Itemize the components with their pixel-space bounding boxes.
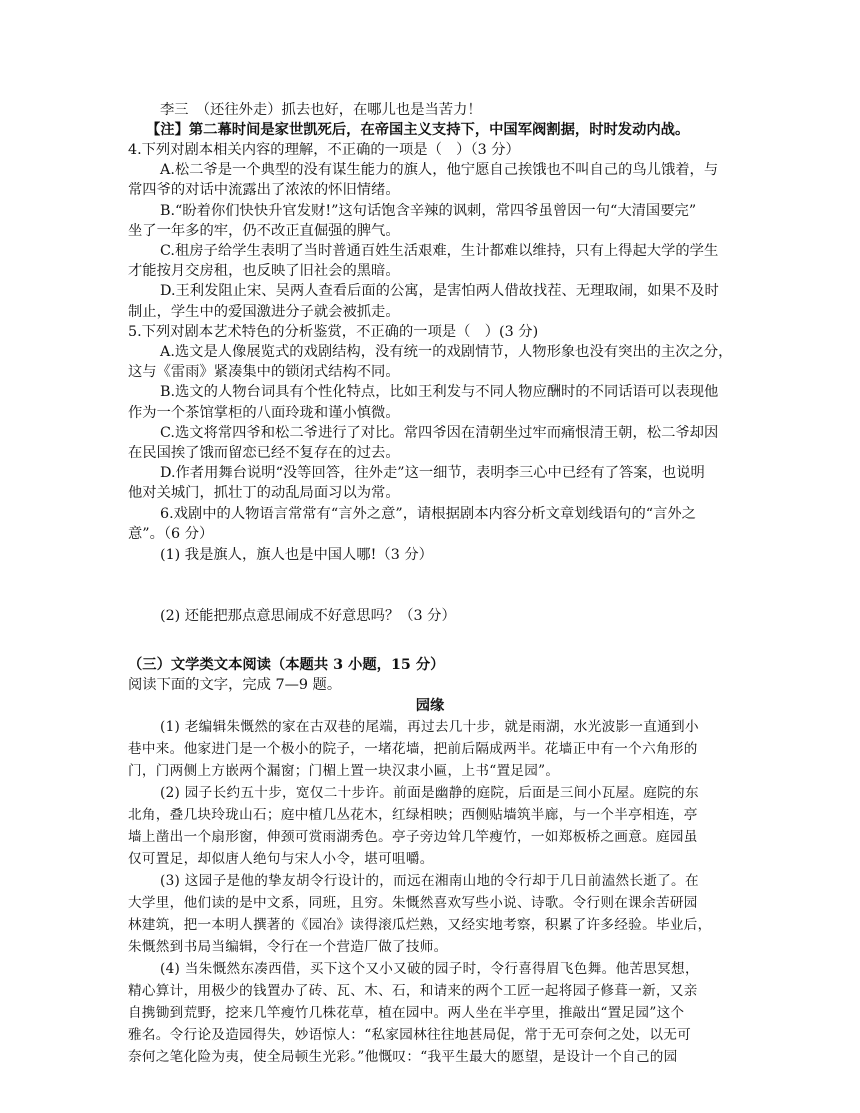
- play-line-li-san: 李三 （还往外走）抓去也好，在哪儿也是当苦力！: [160, 102, 482, 118]
- q4-option-a-cont: 常四爷的对话中流露出了浓浓的怀旧情绪。: [128, 182, 400, 198]
- passage-paragraph-4-line: 自携锄到荒野，挖来几竿瘦竹几株花草，植在园中。两人坐在半亭里，推敲出“置足园”这个: [128, 1005, 685, 1021]
- passage-paragraph-3-line: 朱慨然到书局当编辑，令行在一个营造厂做了技师。: [128, 939, 448, 955]
- q5-option-a: A.选文是人像展览式的戏剧结构，没有统一的戏剧情节，人物形象也没有突出的主次之分，: [160, 344, 733, 360]
- q6-part-2: (2) 还能把那点意思闹成不好意思吗？（3 分）: [160, 608, 456, 624]
- q4-option-d: D.王利发阻止宋、吴两人查看后面的公寓，是害怕两人借故找茬、无理取闹，如果不及时: [160, 283, 719, 299]
- play-note: 【注】第二幕时间是家世凯死后，在帝国主义支持下，中国军阀割据，时时发动内战。: [146, 122, 690, 138]
- q5-option-d: D.作者用舞台说明“没等回答，往外走”这一细节，表明李三心中已经有了答案，也说明: [160, 465, 705, 481]
- q6-stem-cont: 意”。（6 分）: [128, 526, 214, 542]
- q5-option-c: C.选文将常四爷和松二爷进行了对比。常四爷因在清朝坐过牢而痛恨清王朝，松二爷却因: [160, 425, 719, 441]
- q4-option-b-cont: 坐了一年多的牢，仍不改正直倔强的脾气。: [128, 223, 400, 239]
- q5-stem: 5.下列对剧本艺术特色的分析鉴赏，不正确的一项是（ ）(3 分): [128, 324, 539, 340]
- passage-paragraph-4-line: 奈何之笔化险为夷，使全局顿生光彩。”他慨叹：“我平生最大的愿望，是设计一个自己的园: [128, 1049, 678, 1065]
- passage-paragraph-4: (4) 当朱慨然东凑西借，买下这个又小又破的园子时，令行喜得眉飞色舞。他苦思冥想，: [160, 961, 699, 977]
- q4-option-b: B.“盼着你们快快升官发财!”这句话饱含辛辣的讽刺，常四爷虽曾因一句“大清国要完”: [160, 203, 697, 219]
- passage-paragraph-4-line: 雅名。令行论及造园得失，妙语惊人：“私家园林往往地甚局促，常于无可奈何之处，以无可: [128, 1027, 691, 1043]
- q5-option-b-cont: 作为一个茶馆掌柜的八面玲珑和谨小慎微。: [128, 405, 400, 421]
- passage-paragraph-1-line: 巷中来。他家进门是一个极小的院子，一堵花墙，把前后隔成两半。花墙正中有一个六角形的: [128, 741, 698, 757]
- q4-option-c-cont: 才能按月交房租，也反映了旧社会的黑暗。: [128, 263, 400, 279]
- passage-title: 园缘: [415, 698, 445, 714]
- q4-stem: 4.下列对剧本相关内容的理解，不正确的一项是（ ）（3 分）: [128, 142, 520, 158]
- q5-option-c-cont: 在民国挨了饿而留恋已经不复存在的过去。: [128, 445, 400, 461]
- q4-option-d-cont: 制止，学生中的爱国激进分子就会被抓走。: [128, 304, 400, 320]
- passage-paragraph-2-line: 仅可置足，却似唐人绝句与宋人小令，堪可咀嚼。: [128, 851, 434, 867]
- passage-paragraph-4-line: 精心算计，用极少的钱置办了砖、瓦、木、石，和请来的两个工匠一起将园子修葺一新，又亲: [128, 983, 698, 999]
- passage-paragraph-1: (1) 老编辑朱慨然的家在古双巷的尾端，再过去几十步，就是雨湖，水光波影一直通到小: [160, 719, 699, 735]
- passage-paragraph-1-line: 门，门两侧上方嵌两个漏窗；门楣上置一块汉隶小匾，上书“置足园”。: [128, 763, 560, 779]
- q5-option-b: B.选文的人物台词具有个性化特点，比如王利发与不同人物应酬时的不同话语可以表现他: [160, 384, 719, 400]
- passage-paragraph-3-line: 大学里，他们读的是中文系，同班，且穷。朱慨然喜欢写些小说、诗歌。令行则在课余苦研园: [128, 895, 698, 911]
- passage-paragraph-2-line: 北角，叠几块玲珑山石；庭中植几丛花木，红绿相映；西侧贴墙筑半廊，与一个半亭相连，亭: [128, 807, 698, 823]
- passage-paragraph-2: (2) 园子长约五十步，宽仅二十步许。前面是幽静的庭院，后面是三间小瓦屋。庭院的东: [160, 785, 699, 801]
- section-3-heading: （三）文学类文本阅读（本题共 3 小题，15 分）: [128, 657, 445, 673]
- q4-option-a: A.松二爷是一个典型的没有谋生能力的旗人，他宁愿自己挨饿也不叫自己的鸟儿饿着，与: [160, 162, 719, 178]
- q4-option-c: C.租房子给学生表明了当时普通百姓生活艰难，生计都难以维持，只有上得起大学的学生: [160, 243, 719, 259]
- passage-paragraph-3: (3) 这园子是他的挚友胡令行设计的，而远在湘南山地的令行却于几日前溘然长逝了。在: [160, 873, 699, 889]
- q6-part-1: (1) 我是旗人，旗人也是中国人哪!（3 分）: [160, 547, 433, 563]
- q5-option-d-cont: 他对关城门，抓壮丁的动乱局面习以为常。: [128, 485, 400, 501]
- q6-stem: 6.戏剧中的人物语言常常有“言外之意”，请根据剧本内容分析文章划线语句的“言外之: [160, 506, 696, 522]
- q5-option-a-cont: 这与《雷雨》紧凑集中的锁闭式结构不同。: [128, 364, 400, 380]
- section-3-instruction: 阅读下面的文字，完成 7—9 题。: [128, 677, 342, 693]
- passage-paragraph-2-line: 墙上凿出一个扇形窗，伸颈可赏雨湖秀色。亭子旁边耸几竿瘦竹，一如郑板桥之画意。庭园虽: [128, 829, 698, 845]
- passage-paragraph-3-line: 林建筑，把一本明人撰著的《园冶》读得滚瓜烂熟，又经实地考察，积累了许多经验。毕业后，: [128, 917, 712, 933]
